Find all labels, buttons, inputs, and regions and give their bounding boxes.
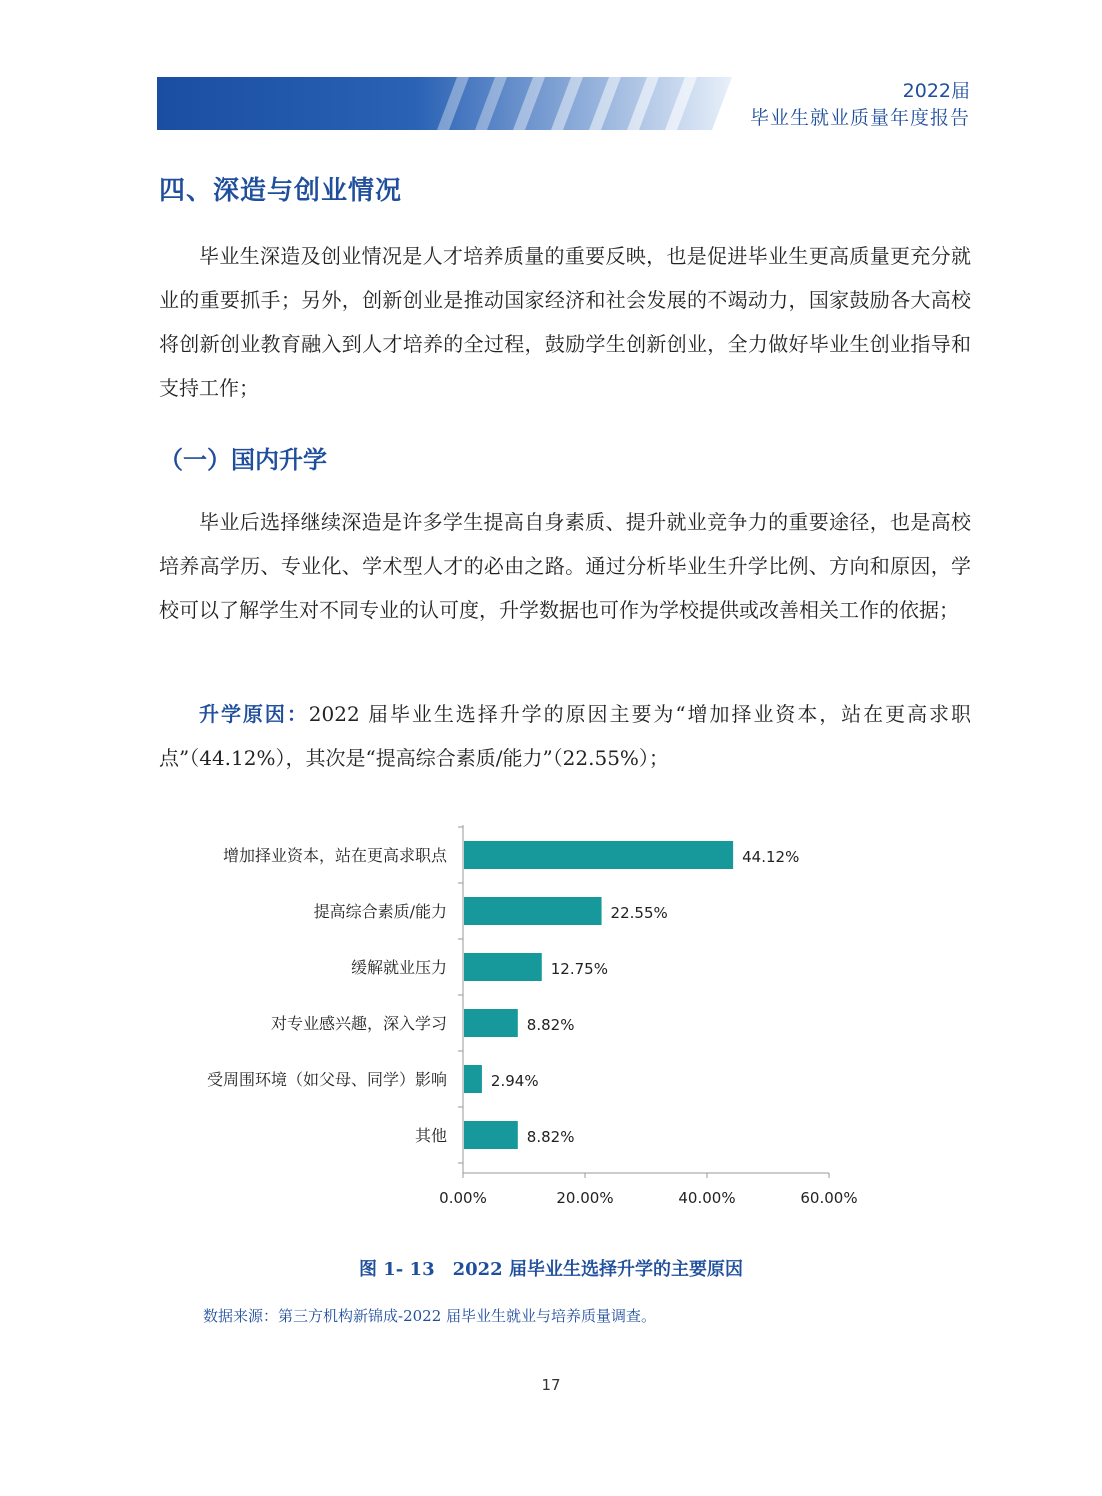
- bar: [464, 953, 542, 981]
- report-subtitle: 毕业生就业质量年度报告: [749, 107, 970, 129]
- data-label: 12.75%: [550, 960, 608, 978]
- reason-lead: 升学原因：: [199, 702, 309, 726]
- bar: [464, 1121, 518, 1149]
- x-tick-label: 40.00%: [678, 1189, 736, 1205]
- bar: [464, 897, 602, 925]
- category-label: 对专业感兴趣，深入学习: [270, 1014, 447, 1033]
- figure-caption: 图 1- 13 2022 届毕业生选择升学的主要原因: [359, 1259, 743, 1280]
- section-title: 四、深造与创业情况: [159, 176, 403, 206]
- data-label: 44.12%: [742, 848, 800, 866]
- section-intro-paragraph: 毕业生深造及创业情况是人才培养质量的重要反映，也是促进毕业生更高质量更充分就业的重要抓手；另外，创新创业是推动国家经济和社会发展的不竭动力，国家鼓励各大高校将创新创业教育融入到人才培养的全过程，鼓励学生创新创业，全力做好毕业生创业指导和支持工作；: [159, 244, 971, 400]
- data-label: 8.82%: [526, 1016, 575, 1034]
- reasons-bar-chart: [160, 815, 880, 1205]
- data-label: 8.82%: [526, 1128, 575, 1146]
- subsection-title: （一）国内升学: [159, 446, 327, 474]
- data-label: 2.94%: [490, 1072, 539, 1090]
- page-number: 17: [541, 1376, 561, 1394]
- header-stripes: [157, 77, 732, 130]
- report-year: 2022届: [902, 80, 970, 102]
- reason-text: 2022 届毕业生选择升学的原因主要为“增加择业资本，站在更高求职点”（44.12%），其次是“提高综合素质/能力”（22.55%）；: [159, 702, 972, 770]
- report-header-title: [750, 78, 970, 132]
- x-tick-label: 0.00%: [439, 1189, 487, 1205]
- header-banner: [157, 77, 732, 130]
- category-label: 增加择业资本，站在更高求职点: [222, 846, 447, 865]
- category-label: 受周围环境（如父母、同学）影响: [206, 1070, 447, 1089]
- data-label: 22.55%: [610, 904, 668, 922]
- category-label: 提高综合素质/能力: [313, 902, 447, 921]
- bar: [464, 841, 733, 869]
- x-tick-label: 60.00%: [800, 1189, 858, 1205]
- x-tick-label: 20.00%: [556, 1189, 614, 1205]
- bar: [464, 1009, 518, 1037]
- bar: [464, 1065, 482, 1093]
- category-label: 其他: [414, 1126, 447, 1145]
- reason-paragraph: [159, 692, 971, 780]
- category-label: 缓解就业压力: [350, 958, 447, 977]
- data-source-note: 数据来源：第三方机构新锦成-2022 届毕业生就业与培养质量调查。: [203, 1307, 657, 1325]
- subsection-paragraph: 毕业后选择继续深造是许多学生提高自身素质、提升就业竞争力的重要途径，也是高校培养高学历、专业化、学术型人才的必由之路。通过分析毕业生升学比例、方向和原因，学校可以了解学生对不同专业的认可度，升学数据也可作为学校提供或改善相关工作的依据；: [159, 510, 971, 622]
